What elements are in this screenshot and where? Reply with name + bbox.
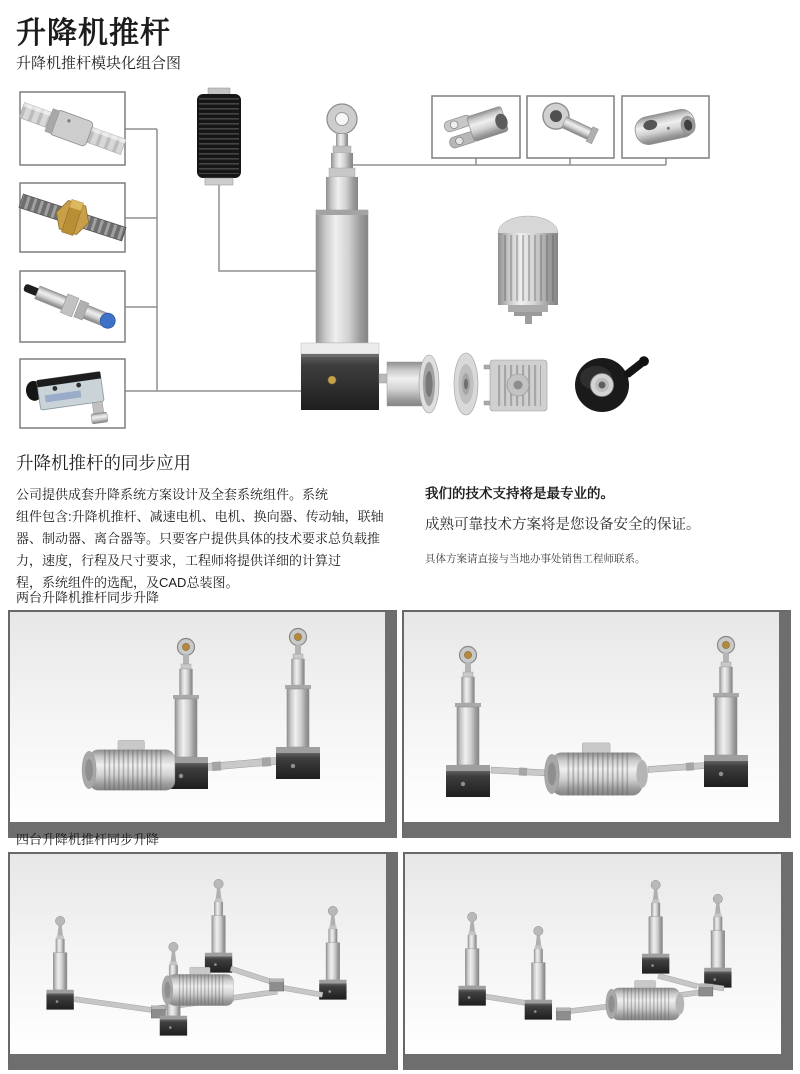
bellows-boot-photo	[197, 88, 241, 185]
two-actuators-motor-left-scene	[10, 612, 385, 822]
handwheel-photo	[575, 354, 651, 412]
support-column	[425, 482, 795, 566]
photo-four-actuators-motor-center	[8, 852, 398, 1070]
intro-paragraph	[16, 484, 384, 594]
gallery-caption-two-units: 两台升降机推杆同步升降	[16, 590, 160, 605]
drive-motor	[82, 740, 175, 790]
linear-actuator-photo	[301, 104, 392, 410]
support-text: 成熟可靠技术方案将是您设备安全的保证。	[425, 517, 701, 533]
support-note: 具体方案请直接与当地办事处销售工程师联系。	[425, 553, 646, 565]
flange-adapter-photo	[454, 353, 478, 415]
intro-line: 力，速度，行程及尺寸要求，工程师将提供详细的计算过	[16, 553, 342, 568]
four-actuators-motor-right-scene	[405, 854, 781, 1054]
drive-motor	[606, 980, 684, 1020]
worm-gearbox-photo	[484, 360, 547, 411]
two-actuators-motor-center-scene	[404, 612, 779, 822]
electric-motor-photo	[498, 216, 558, 324]
four-actuators-motor-center-scene	[10, 854, 386, 1054]
photo-four-actuators-motor-right	[403, 852, 793, 1070]
intro-line: 程，系统组件的选配，及CAD总装图。	[16, 575, 239, 590]
bell-housing-photo	[387, 355, 439, 413]
drive-motor	[545, 743, 648, 795]
intro-line: 组件包含:升降机推杆、减速电机、电机、换向器、传动轴，联轴	[16, 509, 384, 524]
gallery-four-units	[8, 852, 793, 1070]
support-bold-text: 我们的技术支持将是最专业的。	[425, 486, 614, 501]
intro-line: 器、制动器、离合器等。只要客户提供具体的技术要求总负载推	[16, 531, 381, 546]
gallery-caption-four-units: 四台升降机推杆同步升降	[16, 832, 160, 847]
sync-section-heading: 升降机推杆的同步应用	[16, 453, 191, 473]
photo-two-actuators-motor-left	[8, 610, 397, 838]
gallery-two-units	[8, 610, 791, 838]
page-title: 升降机推杆	[16, 17, 171, 50]
modular-diagram-canvas	[0, 85, 800, 445]
photo-two-actuators-motor-center	[402, 610, 791, 838]
intro-line: 公司提供成套升降系统方案设计及全套系统组件。系统	[16, 487, 329, 502]
page-subtitle: 升降机推杆模块化组合图	[16, 55, 182, 72]
modular-diagram	[0, 85, 800, 445]
